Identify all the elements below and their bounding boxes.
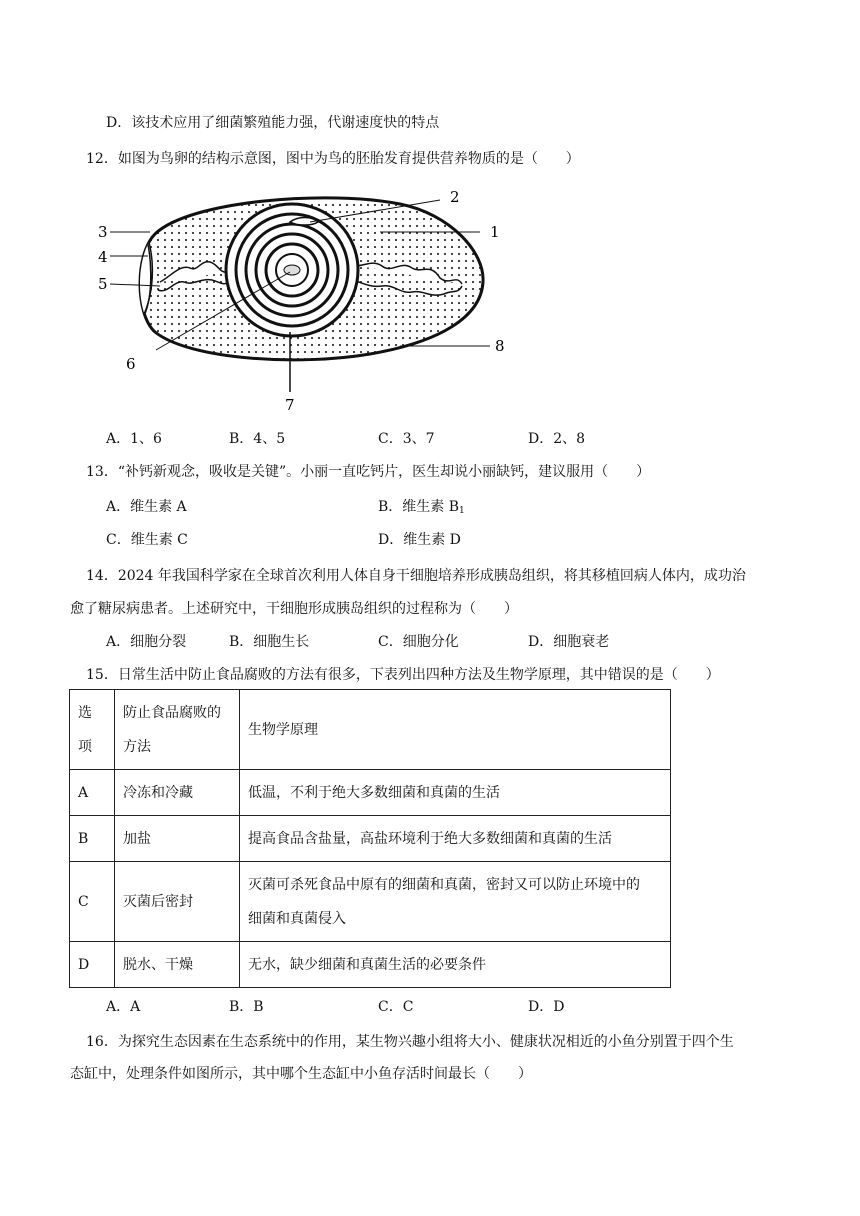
q14-option-a: A．细胞分裂 (106, 634, 187, 650)
fig-label-8: 8 (495, 337, 505, 355)
header-method-cell (115, 690, 240, 770)
bird-egg-structure-figure (100, 182, 520, 418)
q13-option-d: D．维生素 D (378, 532, 461, 548)
row-option: B (70, 816, 115, 862)
q11-option-d: D．该技术应用了细菌繁殖能力强，代谢速度快的特点 (106, 115, 440, 131)
q15-option-c: C．C (378, 999, 414, 1015)
row-option: C (70, 862, 115, 942)
q14-option-c: C．细胞分化 (378, 634, 459, 650)
row-principle: 低温，不利于绝大多数细菌和真菌的生活 (240, 770, 671, 816)
q13-option-b-text: B．维生素 B (378, 499, 460, 515)
q13-stem: 13．“补钙新观念，吸收是关键”。小丽一直吃钙片，医生却说小丽缺钙，建议服用（ ） (86, 464, 651, 480)
q13-option-b-subscript: 1 (459, 506, 465, 516)
row-option: A (70, 770, 115, 816)
q14-option-d: D．细胞衰老 (528, 634, 610, 650)
q13-option-c: C．维生素 C (106, 532, 188, 548)
q14-stem-line1: 14．2024 年我国科学家在全球首次利用人体自身干细胞培养形成胰岛组织，将其移植回病人体内，成功治 (86, 568, 746, 584)
row-method: 灭菌后密封 (115, 862, 240, 942)
q12-option-b: B．4、5 (229, 431, 286, 447)
table-row (70, 816, 671, 862)
q12-stem: 12．如图为鸟卵的结构示意图，图中为鸟的胚胎发育提供营养物质的是（ ） (86, 151, 580, 167)
q13-option-a: A．维生素 A (106, 499, 187, 515)
fig-label-4: 4 (98, 248, 108, 266)
row-principle-line1: 灭菌可杀死食品中原有的细菌和真菌，密封又可以防止环境中的 (248, 876, 640, 893)
q16-stem-line2: 态缸中，处理条件如图所示，其中哪个生态缸中小鱼存活时间最长（ ） (70, 1066, 532, 1082)
fig-label-6: 6 (126, 355, 136, 373)
row-principle (240, 862, 671, 942)
header-option-line2: 项 (78, 738, 92, 755)
row-method: 加盐 (115, 816, 240, 862)
fig-label-3: 3 (98, 223, 108, 241)
header-principle-cell: 生物学原理 (240, 690, 671, 770)
q14-option-b: B．细胞生长 (229, 634, 310, 650)
row-method: 脱水、干燥 (115, 942, 240, 988)
header-option-line1: 选 (78, 704, 92, 721)
q12-option-a: A．1、6 (106, 431, 162, 447)
q15-option-d: D．D (528, 999, 565, 1015)
row-option: D (70, 942, 115, 988)
row-method: 冷冻和冷藏 (115, 770, 240, 816)
table-row (70, 770, 671, 816)
q14-stem-line2: 愈了糖尿病患者。上述研究中，干细胞形成胰岛组织的过程称为（ ） (70, 601, 518, 617)
fig-label-5: 5 (98, 275, 108, 293)
table-row (70, 942, 671, 988)
fig-label-1: 1 (490, 223, 500, 241)
table-row (70, 862, 671, 942)
q15-option-b: B．B (229, 999, 264, 1015)
row-principle: 无水，缺少细菌和真菌生活的必要条件 (240, 942, 671, 988)
fig-label-2: 2 (450, 188, 460, 206)
fig-label-7: 7 (285, 396, 295, 414)
q16-stem-line1: 16．为探究生态因素在生态系统中的作用，某生物兴趣小组将大小、健康状况相近的小鱼分别置于四个生 (86, 1034, 734, 1050)
header-option-cell (70, 690, 115, 770)
q15-option-a: A．A (106, 999, 141, 1015)
q13-option-b (378, 496, 465, 516)
row-principle-line2: 细菌和真菌侵入 (248, 910, 346, 927)
header-method-line1: 防止食品腐败的 (123, 704, 221, 721)
row-principle: 提高食品含盐量，高盐环境利于绝大多数细菌和真菌的生活 (240, 816, 671, 862)
q15-stem: 15．日常生活中防止食品腐败的方法有很多，下表列出四种方法及生物学原理，其中错误的是（ ） (86, 667, 720, 683)
food-preservation-table (69, 689, 671, 987)
table-header-row (70, 690, 671, 770)
q12-option-d: D．2、8 (528, 431, 586, 447)
q12-option-c: C．3、7 (378, 431, 435, 447)
header-method-line2: 方法 (123, 738, 151, 755)
